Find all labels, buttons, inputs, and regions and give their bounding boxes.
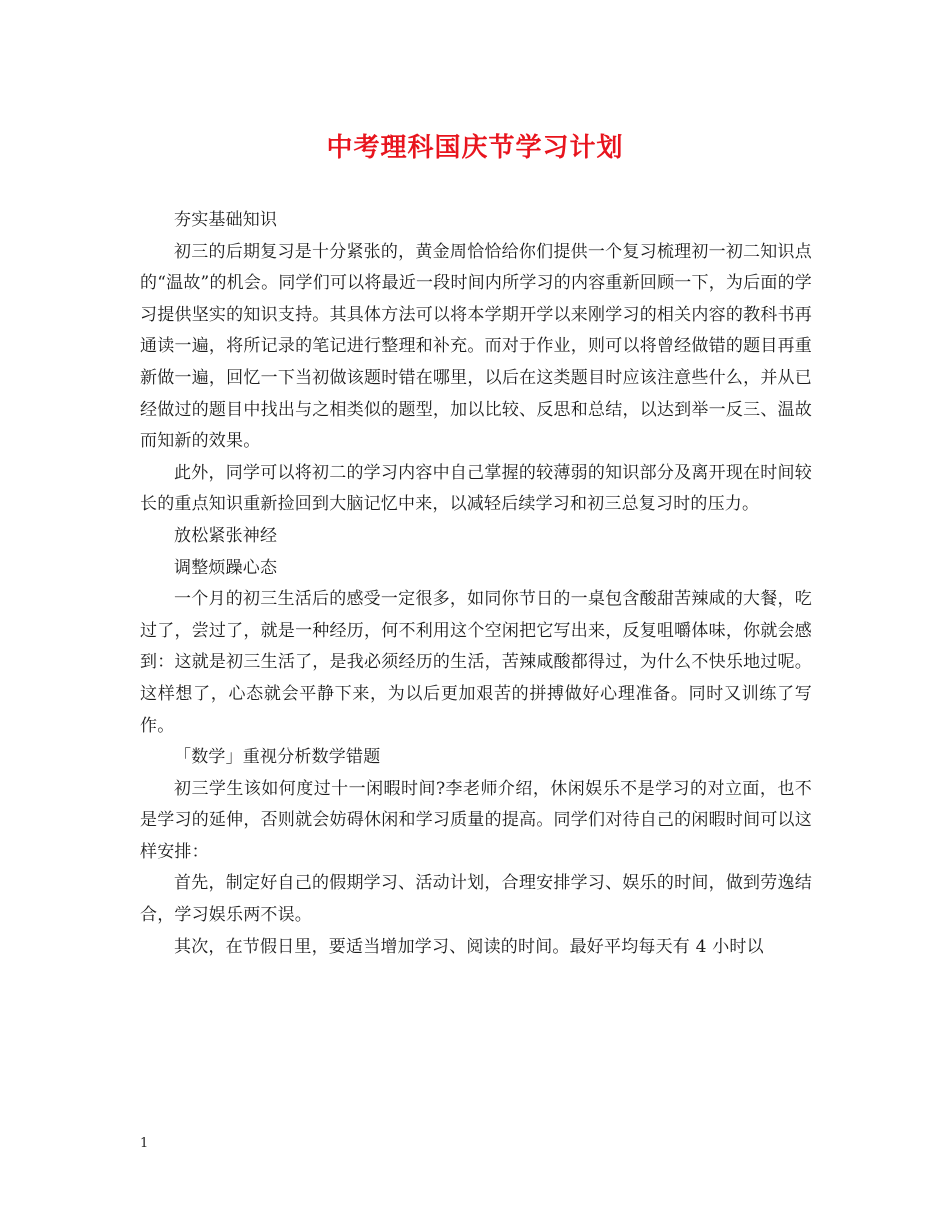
paragraph-heading-mindset: 调整烦躁心态 [174, 557, 278, 578]
paragraph: 其次，在节假日里，要适当增加学习、阅读的时间。最好平均每天有 4 小时以 [174, 936, 764, 957]
page-number: 1 [140, 1136, 149, 1151]
paragraph: 初三学生该如何度过十一闲暇时间?李老师介绍，休闲娱乐不是学习的对立面，也不是学习的延伸，否则就会妨碍休闲和学习质量的提高。同学们对待自己的闲暇时间可以这样安排： [140, 778, 812, 862]
paragraph-heading-relax: 放松紧张神经 [174, 525, 278, 546]
paragraph-heading-math: 「数学」重视分析数学错题 [174, 747, 381, 768]
paragraph-heading-foundation: 夯实基础知识 [174, 210, 278, 230]
paragraph: 一个月的初三生活后的感受一定很多，如同你节日的一桌包含酸甜苦辣咸的大餐，吃过了，尝过了，就是一种经历，何不利用这个空闲把它写出来，反复咀嚼体味，你就会感到：这就是初三生活了，是我必须经历的生活，苦辣咸酸都得过，为什么不快乐地过呢。这样想了，心态就会平静下来，为以后更加艰苦的拼搏做好心理准备。同时又训练了写作。 [140, 589, 812, 736]
paragraph: 首先，制定好自己的假期学习、活动计划，合理安排学习、娱乐的时间，做到劳逸结合，学习娱乐两不误。 [140, 873, 812, 926]
document-body [140, 205, 812, 963]
paragraph: 此外，同学可以将初二的学习内容中自己掌握的较薄弱的知识部分及离开现在时间较长的重点知识重新捡回到大脑记忆中来，以减轻后续学习和初三总复习时的压力。 [140, 462, 812, 515]
paragraph: 初三的后期复习是十分紧张的，黄金周恰恰给你们提供一个复习梳理初一初二知识点的“温故”的机会。同学们可以将最近一段时间内所学习的内容重新回顾一下，为后面的学习提供坚实的知识支持。其具体方法可以将本学期开学以来刚学习的相关内容的教科书再通读一遍，将所记录的笔记进行整理和补充。而对于作业，则可以将曾经做错的题目再重新做一遍，回忆一下当初做该题时错在哪里，以后在这类题目时应该注意些什么，并从已经做过的题目中找出与之相类似的题型，加以比较、反思和总结，以达到举一反三、温故而知新的效果。 [140, 241, 812, 452]
page-title: 中考理科国庆节学习计划 [326, 133, 624, 163]
